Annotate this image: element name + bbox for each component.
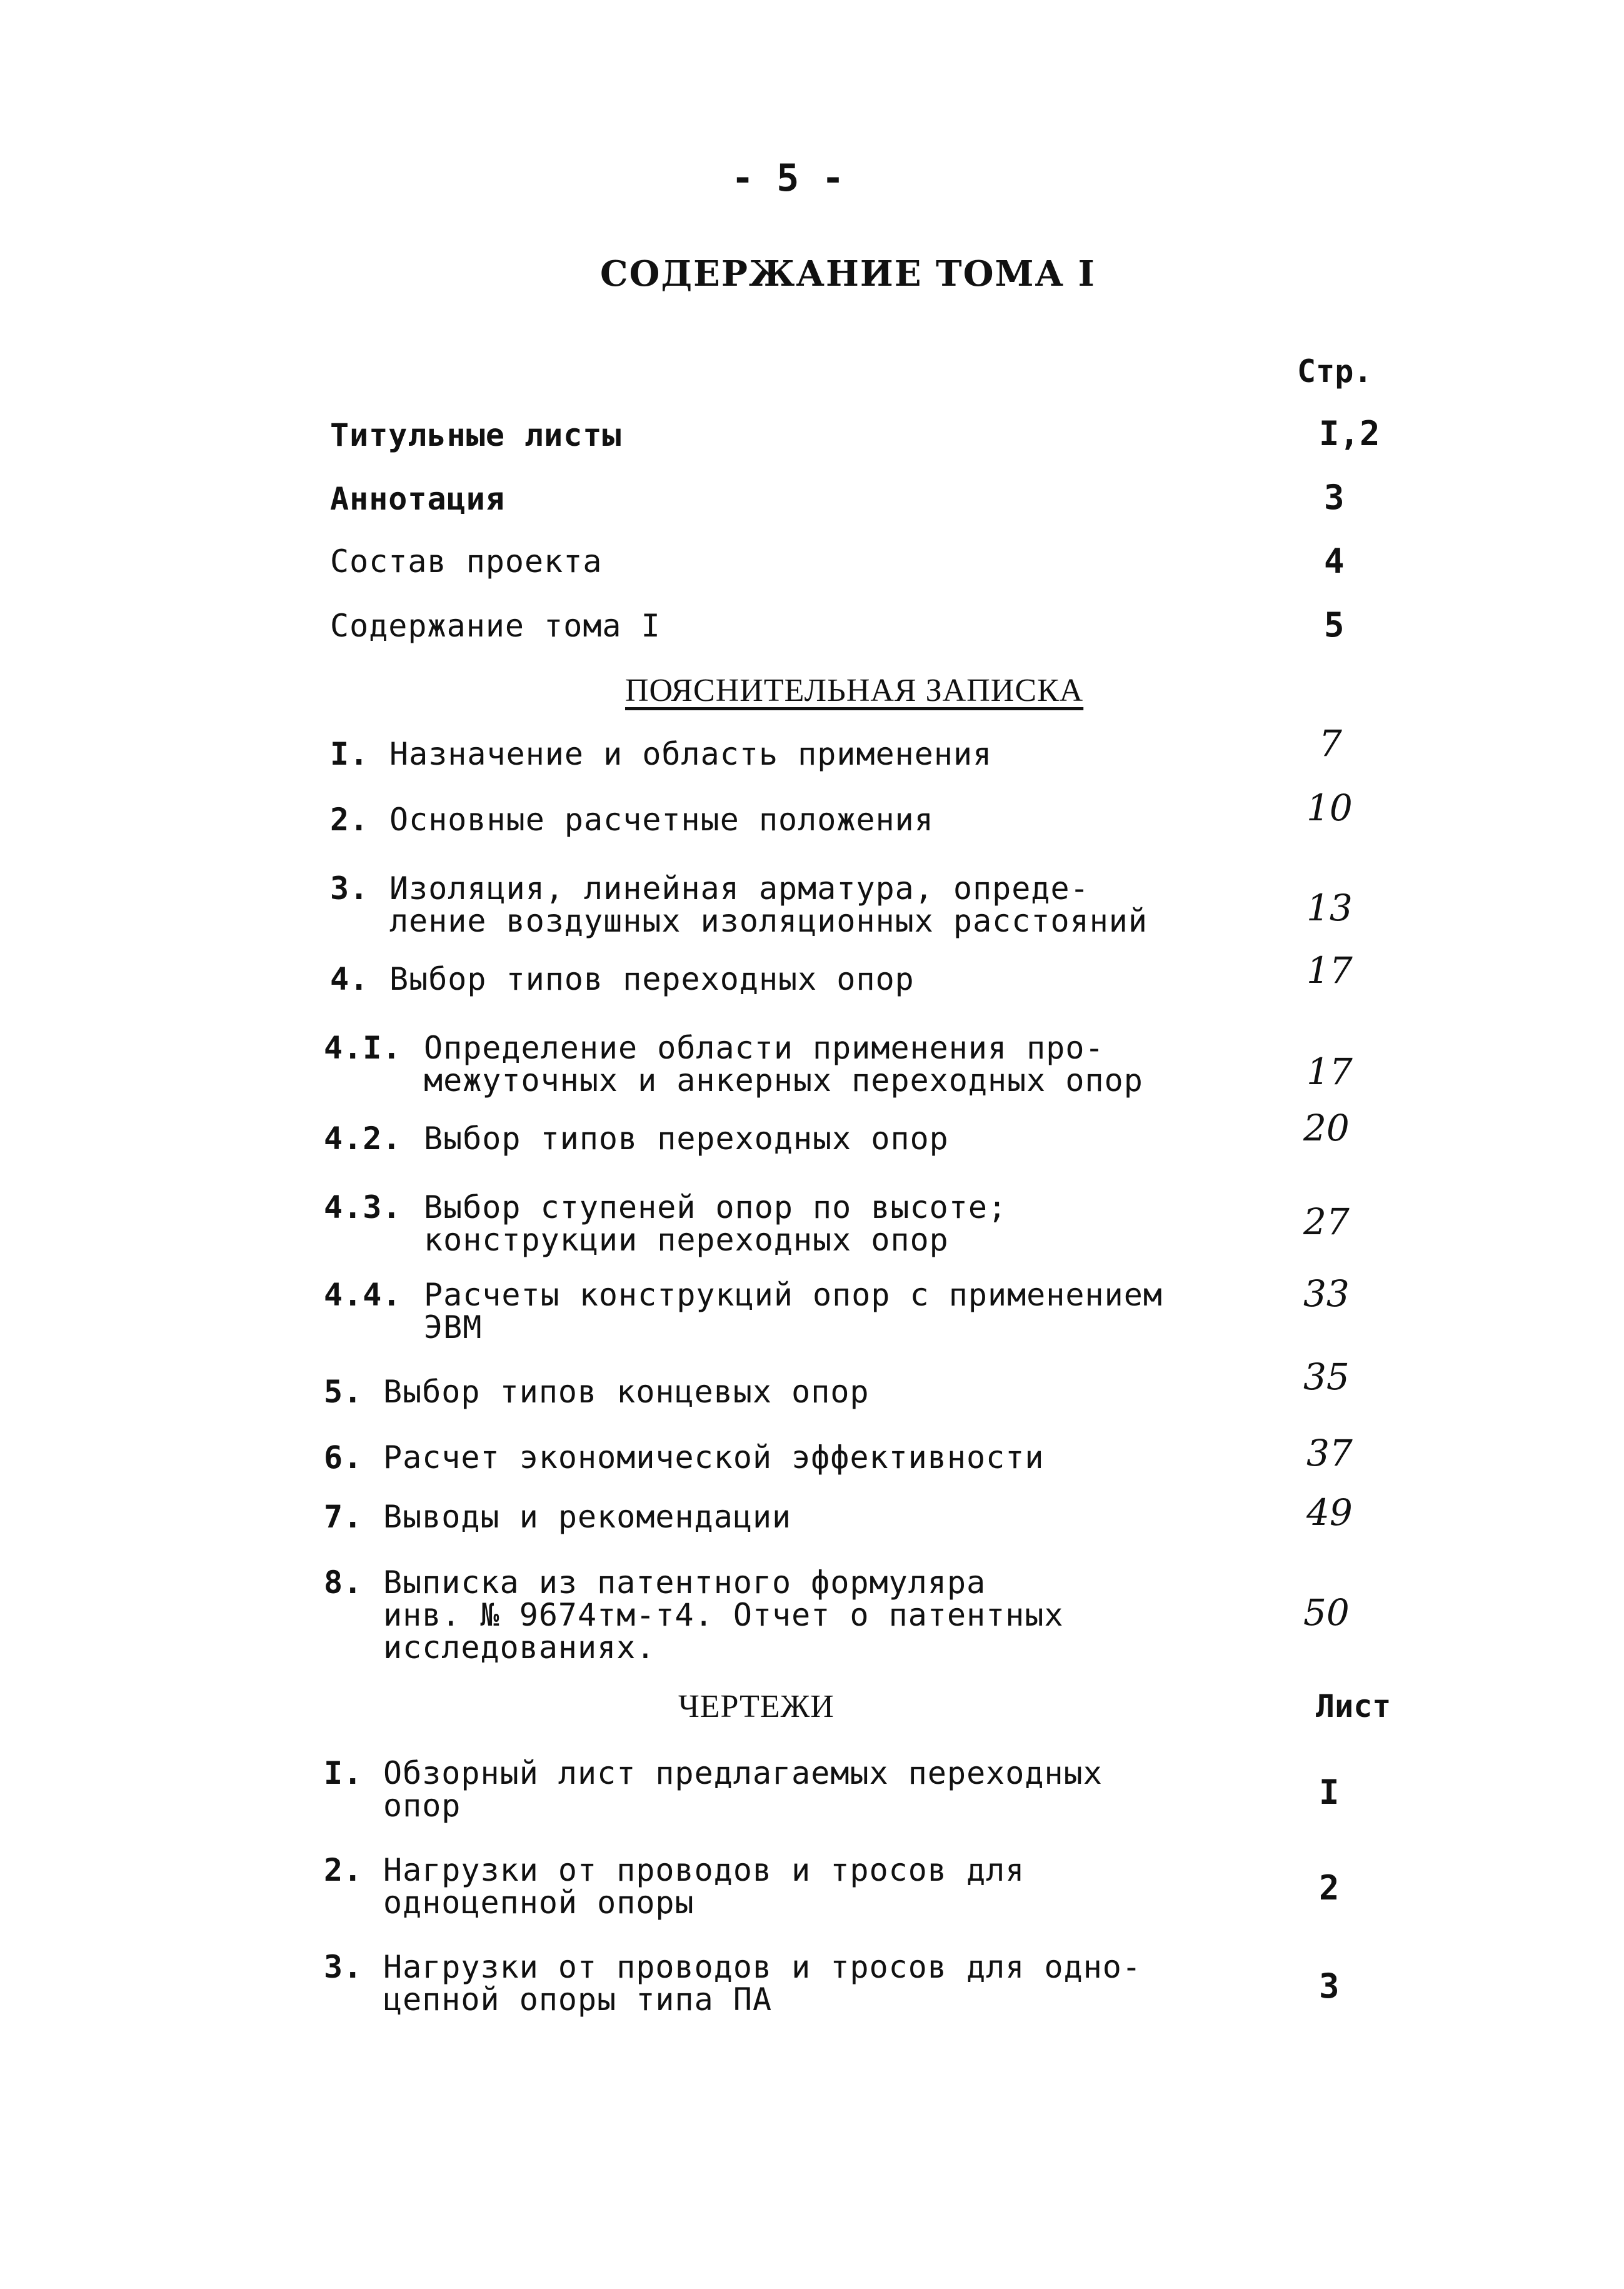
entry-number: 4.3. [324,1189,402,1225]
entry-number: 7. [324,1499,363,1535]
entry-text: Назначение и область применения [389,736,993,772]
entry-page: 35 [1303,1356,1350,1398]
entry-page: 37 [1306,1432,1353,1474]
toc-entry [324,1501,791,1533]
toc-entry-volume-contents: Содержание тома I [330,608,661,644]
toc-entry [330,738,992,770]
toc-entry [324,1951,1141,2016]
section-title-explanatory-note: ПОЯСНИТЕЛЬНАЯ ЗАПИСКА [625,673,1084,708]
entry-number: 8. [324,1564,363,1601]
entry-text-cont: исследованиях. [383,1629,656,1666]
toc-entry [324,1854,1025,1919]
toc-page-title-sheets: I,2 [1319,414,1380,453]
entry-page: 33 [1303,1272,1350,1315]
section-title-drawings: ЧЕРТЕЖИ [678,1689,835,1724]
entry-text-cont: одноцепной опоры [383,1884,694,1921]
toc-entry [324,1191,1007,1256]
toc-entry [324,1441,1045,1474]
entry-page: 7 [1319,722,1342,765]
entry-text-cont: ление воздушных изоляционных расстояний [389,903,1148,939]
entry-page: 13 [1306,887,1353,929]
entry-page: 20 [1303,1107,1350,1149]
toc-entry [330,963,915,995]
entry-number: 3. [330,870,369,907]
entry-page: 3 [1319,1966,1340,2006]
toc-entry-annotation: Аннотация [330,481,505,517]
entry-text: Определение области применения про- [424,1030,1105,1066]
entry-number: 2. [324,1852,363,1888]
document-title: СОДЕРЖАНИЕ ТОМА I [600,253,1096,294]
toc-entry [324,1376,870,1408]
entry-number: 3. [324,1949,363,1985]
entry-text: Выбор типов концевых опор [383,1374,870,1410]
sheets-column-header: Лист [1316,1688,1391,1724]
entry-text: Нагрузки от проводов и тросов для одно- [383,1949,1141,1985]
toc-entry-project-composition: Состав проекта [330,543,603,580]
entry-number: I. [324,1755,363,1791]
toc-entry [330,872,1148,937]
entry-text: Обзорный лист предлагаемых переходных [383,1755,1103,1791]
entry-text-cont: конструкции переходных опор [424,1222,949,1258]
entry-page: 49 [1306,1491,1353,1534]
entry-text: Изоляция, линейная арматура, опреде- [389,870,1090,907]
entry-page: 17 [1306,949,1353,992]
page-number: - 5 - [731,156,845,200]
entry-text-cont: ЭВМ [424,1309,483,1346]
entry-page: 27 [1303,1200,1350,1243]
entry-number: 4.I. [324,1030,402,1066]
toc-page-volume-contents: 5 [1324,605,1345,645]
entry-page: 17 [1306,1050,1353,1093]
entry-number: 5. [324,1374,363,1410]
entry-text-cont: межуточных и анкерных переходных опор [424,1062,1143,1099]
entry-text: Выбор типов переходных опор [424,1120,949,1157]
entry-text: Выводы и рекомендации [383,1499,792,1535]
toc-page-annotation: 3 [1324,478,1345,517]
entry-text-cont: опор [383,1788,461,1824]
entry-number: 4.4. [324,1277,402,1313]
toc-entry [324,1032,1143,1097]
entry-page: 50 [1303,1591,1350,1634]
entry-text: Расчет экономической эффективности [383,1439,1045,1476]
entry-text: Выписка из патентного формуляра [383,1564,986,1601]
toc-entry [324,1279,1163,1344]
entry-text-cont: цепной опоры типа ПА [383,1981,773,2018]
toc-entry [324,1757,1103,1822]
toc-page-project-composition: 4 [1324,541,1345,581]
entry-number: 4.2. [324,1120,402,1157]
toc-entry-title-sheets: Титульные листы [330,417,622,453]
entry-number: 4. [330,961,369,997]
entry-text: Нагрузки от проводов и тросов для [383,1852,1025,1888]
entry-text: Основные расчетные положения [389,802,934,838]
entry-text: Расчеты конструкций опор с применением [424,1277,1163,1313]
entry-page: 2 [1319,1868,1340,1908]
toc-entry [324,1566,1064,1664]
entry-text: Выбор ступеней опор по высоте; [424,1189,1008,1225]
entry-number: 6. [324,1439,363,1476]
toc-entry [330,803,934,836]
entry-page: 10 [1306,787,1353,829]
pages-column-header: Стр. [1297,353,1373,390]
toc-entry [324,1122,949,1155]
entry-number: I. [330,736,369,772]
entry-page: I [1319,1773,1340,1812]
entry-number: 2. [330,802,369,838]
entry-text-cont: инв. № 9674тм-т4. Отчет о патентных [383,1597,1064,1633]
entry-text: Выбор типов переходных опор [389,961,915,997]
